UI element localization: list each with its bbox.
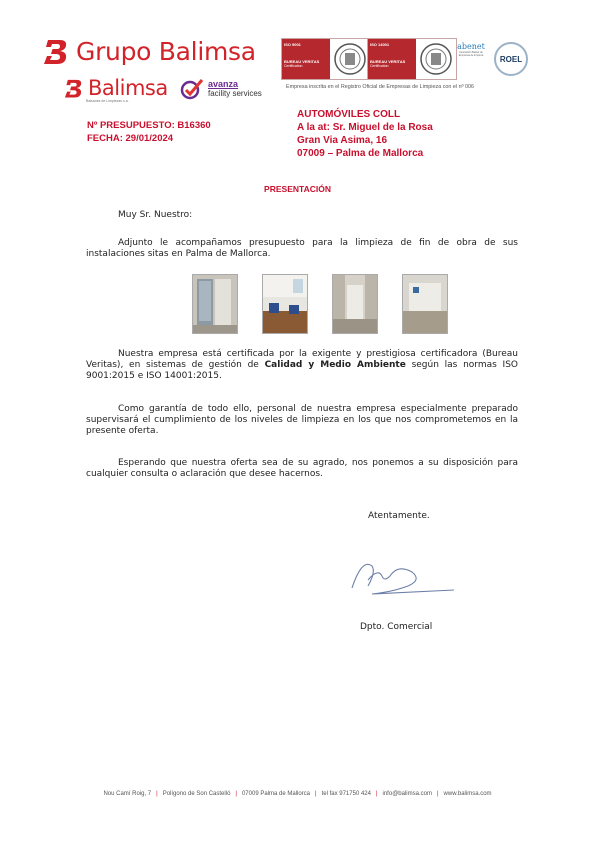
photo-corridor	[333, 275, 377, 333]
brand-name: Balimsa	[88, 76, 168, 100]
paragraph-2-text-b: según las normas ISO 9001:2015 e ISO 14001:2015.	[86, 360, 518, 381]
cert1-label: Certification	[284, 64, 303, 68]
bureau-veritas-seal-icon	[333, 41, 367, 77]
recipient-street: Gran Via Asima, 16	[297, 135, 388, 146]
paragraph-2-bold: Calidad y Medio Ambiente	[264, 360, 406, 370]
paragraph-3	[86, 404, 518, 437]
paragraph-1-text: Adjunto le acompañamos presupuesto para la limpieza de fin de obra de sus instalaciones sitas en Palma de Mallorca.	[86, 238, 518, 259]
recipient-city: 07009 – Palma de Mallorca	[297, 148, 424, 159]
roel-logo: ROEL	[494, 42, 528, 76]
paragraph-4-text: Esperando que nuestra oferta sea de su agrado, nos ponemos a su disposición para cualquier consulta o aclaración que desee hacernos.	[86, 458, 518, 479]
cert1-org: BUREAU VERITAS	[284, 59, 320, 64]
site-photo-4	[402, 274, 448, 334]
avanza-subtitle: facility services	[208, 89, 262, 98]
photo-restroom-doors	[193, 275, 237, 333]
budget-number: Nº PRESUPUESTO: B16360	[87, 120, 211, 131]
abenet-name: abenet	[457, 42, 485, 51]
closing: Atentamente.	[368, 511, 430, 521]
balimsa-logo	[62, 76, 168, 100]
handwritten-signature	[342, 550, 462, 600]
footer: Nou Camí Roig, 7 | Polígono de Son Castelló | 07009 Palma de Mallorca | tel fax 971750 424 | info@balimsa.com | www.balimsa.com	[103, 791, 492, 797]
paragraph-4	[86, 458, 518, 480]
abenet-subtitle: Asociación Balear de Empresas de limpieza	[458, 51, 484, 57]
footer-email: info@balimsa.com	[382, 791, 432, 797]
cert2-org: BUREAU VERITAS	[370, 59, 406, 64]
budget-date: FECHA: 29/01/2024	[87, 133, 174, 144]
footer-website: www.balimsa.com	[443, 791, 492, 797]
iso-14001-certificate-badge	[367, 38, 457, 80]
greeting	[86, 210, 518, 221]
footer-city: 07009 Palma de Mallorca	[241, 791, 311, 797]
footer-area: Polígono de Son Castelló	[162, 791, 231, 797]
recipient-address	[297, 108, 433, 160]
grupo-balimsa-logo	[40, 34, 256, 68]
photo-office-room	[263, 275, 307, 333]
avanza-name: avanza	[208, 79, 239, 89]
greeting-text: Muy Sr. Nuestro:	[118, 210, 193, 220]
cert2-label: Certification	[370, 64, 389, 68]
site-photos	[192, 274, 448, 334]
site-photo-2	[262, 274, 308, 334]
avanza-logo	[180, 78, 262, 100]
footer-address: Nou Camí Roig, 7	[103, 791, 152, 797]
avanza-check-icon	[180, 78, 204, 100]
site-photo-3	[332, 274, 378, 334]
paragraph-2-text-a: Nuestra empresa está certificada por la exigente y prestigiosa certificadora (Bureau Veritas), en sistemas de gestión de	[86, 349, 518, 370]
letter-title: PRESENTACIÓN	[264, 184, 331, 194]
brand-subtitle: Balsanes de Limpiezas s.a.	[86, 99, 129, 103]
footer-phone: tel fax 971750 424	[321, 791, 371, 797]
bureau-veritas-seal-icon	[419, 41, 453, 77]
balimsa-b-small-icon	[62, 77, 84, 99]
paragraph-2	[86, 349, 518, 382]
registry-note: Empresa inscrita en el Registro Oficial de Empresas de Limpieza con el nº 006	[286, 84, 475, 90]
group-name: Grupo Balimsa	[76, 36, 256, 66]
iso-9001-certificate-badge	[281, 38, 371, 80]
recipient-company: AUTOMÓVILES COLL	[297, 109, 401, 120]
site-photo-1	[192, 274, 238, 334]
photo-empty-room	[403, 275, 447, 333]
department: Dpto. Comercial	[360, 622, 433, 632]
cert1-code: ISO 9001	[284, 42, 301, 47]
balimsa-b-mark-icon	[40, 36, 70, 66]
paragraph-1	[86, 238, 518, 260]
abenet-logo	[454, 42, 488, 80]
recipient-attention: A la at: Sr. Miguel de la Rosa	[297, 122, 433, 133]
cert2-code: ISO 14001	[370, 42, 390, 47]
budget-reference	[87, 119, 211, 145]
paragraph-3-text: Como garantía de todo ello, personal de nuestra empresa especialmente preparado supervisará el cumplimiento de los niveles de limpieza en los que nos comprometemos en la presente oferta.	[86, 404, 518, 436]
